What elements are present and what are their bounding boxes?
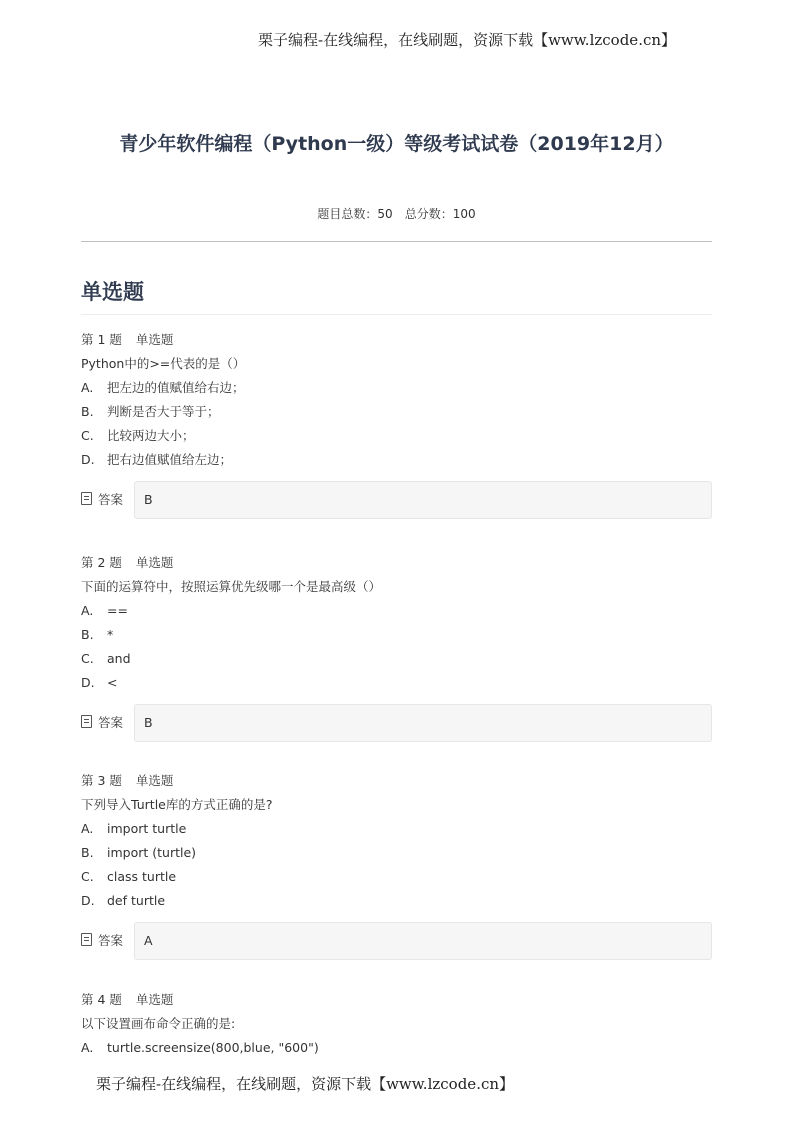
- question-header: [81, 991, 712, 1015]
- option-b: [81, 626, 712, 650]
- question-type: 单选题: [135, 332, 174, 347]
- option-text: *: [107, 627, 114, 642]
- question-header: [81, 331, 712, 355]
- option-a: [81, 1039, 712, 1063]
- option-letter: B.: [81, 845, 94, 860]
- question-number: 第 1 题: [81, 332, 122, 347]
- question-type: 单选题: [135, 555, 174, 570]
- question-type: 单选题: [135, 773, 174, 788]
- answer-label: 答案: [81, 714, 123, 732]
- question-header: [81, 772, 712, 796]
- answer-label: 答案: [81, 932, 123, 950]
- answer-row: [81, 922, 712, 960]
- option-d: [81, 674, 712, 698]
- option-a: [81, 602, 712, 626]
- option-letter: A.: [81, 1040, 94, 1055]
- answer-box: [134, 481, 712, 519]
- question-text: 下列导入Turtle库的方式正确的是?: [81, 797, 273, 812]
- option-c: [81, 868, 712, 892]
- question-header: [81, 554, 712, 578]
- option-text: 比较两边大小；: [107, 428, 195, 443]
- section-divider: [81, 314, 712, 315]
- option-d: [81, 892, 712, 916]
- question-text: Python中的>=代表的是（）: [81, 356, 246, 371]
- question-number: 第 4 题: [81, 992, 122, 1007]
- option-c: [81, 427, 712, 451]
- total-questions: 题目总数：50: [317, 207, 393, 221]
- option-text: import turtle: [107, 821, 187, 836]
- question-number: 第 3 题: [81, 773, 122, 788]
- question-type: 单选题: [135, 992, 174, 1007]
- document-icon: [81, 933, 92, 946]
- option-letter: C.: [81, 428, 94, 443]
- option-text: class turtle: [107, 869, 177, 884]
- option-letter: D.: [81, 452, 95, 467]
- option-d: [81, 451, 712, 475]
- option-letter: D.: [81, 893, 95, 908]
- title-divider: [81, 241, 712, 242]
- option-letter: A.: [81, 821, 94, 836]
- footer-banner: 栗子编程-在线编程，在线刷题，资源下载【www.lzcode.cn】: [96, 1075, 515, 1093]
- question-1: [81, 331, 712, 519]
- document-icon: [81, 492, 92, 505]
- option-letter: B.: [81, 404, 94, 419]
- option-letter: C.: [81, 651, 94, 666]
- answer-value: A: [144, 933, 153, 948]
- answer-value: B: [144, 715, 153, 730]
- question-text: 下面的运算符中，按照运算优先级哪一个是最高级（）: [81, 579, 382, 594]
- document-icon: [81, 715, 92, 728]
- option-a: [81, 820, 712, 844]
- question-4: [81, 991, 712, 1063]
- section-title: 单选题: [81, 280, 144, 304]
- answer-row: [81, 481, 712, 519]
- option-text: import (turtle): [107, 845, 197, 860]
- option-text: ==: [107, 603, 128, 618]
- option-a: [81, 379, 712, 403]
- option-b: [81, 403, 712, 427]
- question-3: [81, 772, 712, 960]
- question-text: 以下设置画布命令正确的是:: [81, 1016, 236, 1031]
- answer-box: [134, 704, 712, 742]
- option-text: 把右边值赋值给左边；: [107, 452, 233, 467]
- option-text: def turtle: [107, 893, 166, 908]
- exam-title: 青少年软件编程（Python一级）等级考试试卷（2019年12月）: [119, 133, 674, 155]
- option-letter: B.: [81, 627, 94, 642]
- answer-label: 答案: [81, 491, 123, 509]
- option-b: [81, 844, 712, 868]
- answer-value: B: [144, 492, 153, 507]
- answer-row: [81, 704, 712, 742]
- option-c: [81, 650, 712, 674]
- answer-box: [134, 922, 712, 960]
- question-2: [81, 554, 712, 742]
- exam-stats: [0, 206, 793, 222]
- header-banner: 栗子编程-在线编程，在线刷题，资源下载【www.lzcode.cn】: [258, 31, 677, 49]
- total-score: 总分数：100: [404, 207, 476, 221]
- question-number: 第 2 题: [81, 555, 122, 570]
- option-text: turtle.screensize(800,blue, "600"): [107, 1040, 319, 1055]
- option-letter: A.: [81, 380, 94, 395]
- option-text: 判断是否大于等于；: [107, 404, 220, 419]
- option-letter: C.: [81, 869, 94, 884]
- option-letter: D.: [81, 675, 95, 690]
- option-text: and: [107, 651, 131, 666]
- option-text: <: [107, 675, 118, 690]
- option-text: 把左边的值赋值给右边；: [107, 380, 245, 395]
- option-letter: A.: [81, 603, 94, 618]
